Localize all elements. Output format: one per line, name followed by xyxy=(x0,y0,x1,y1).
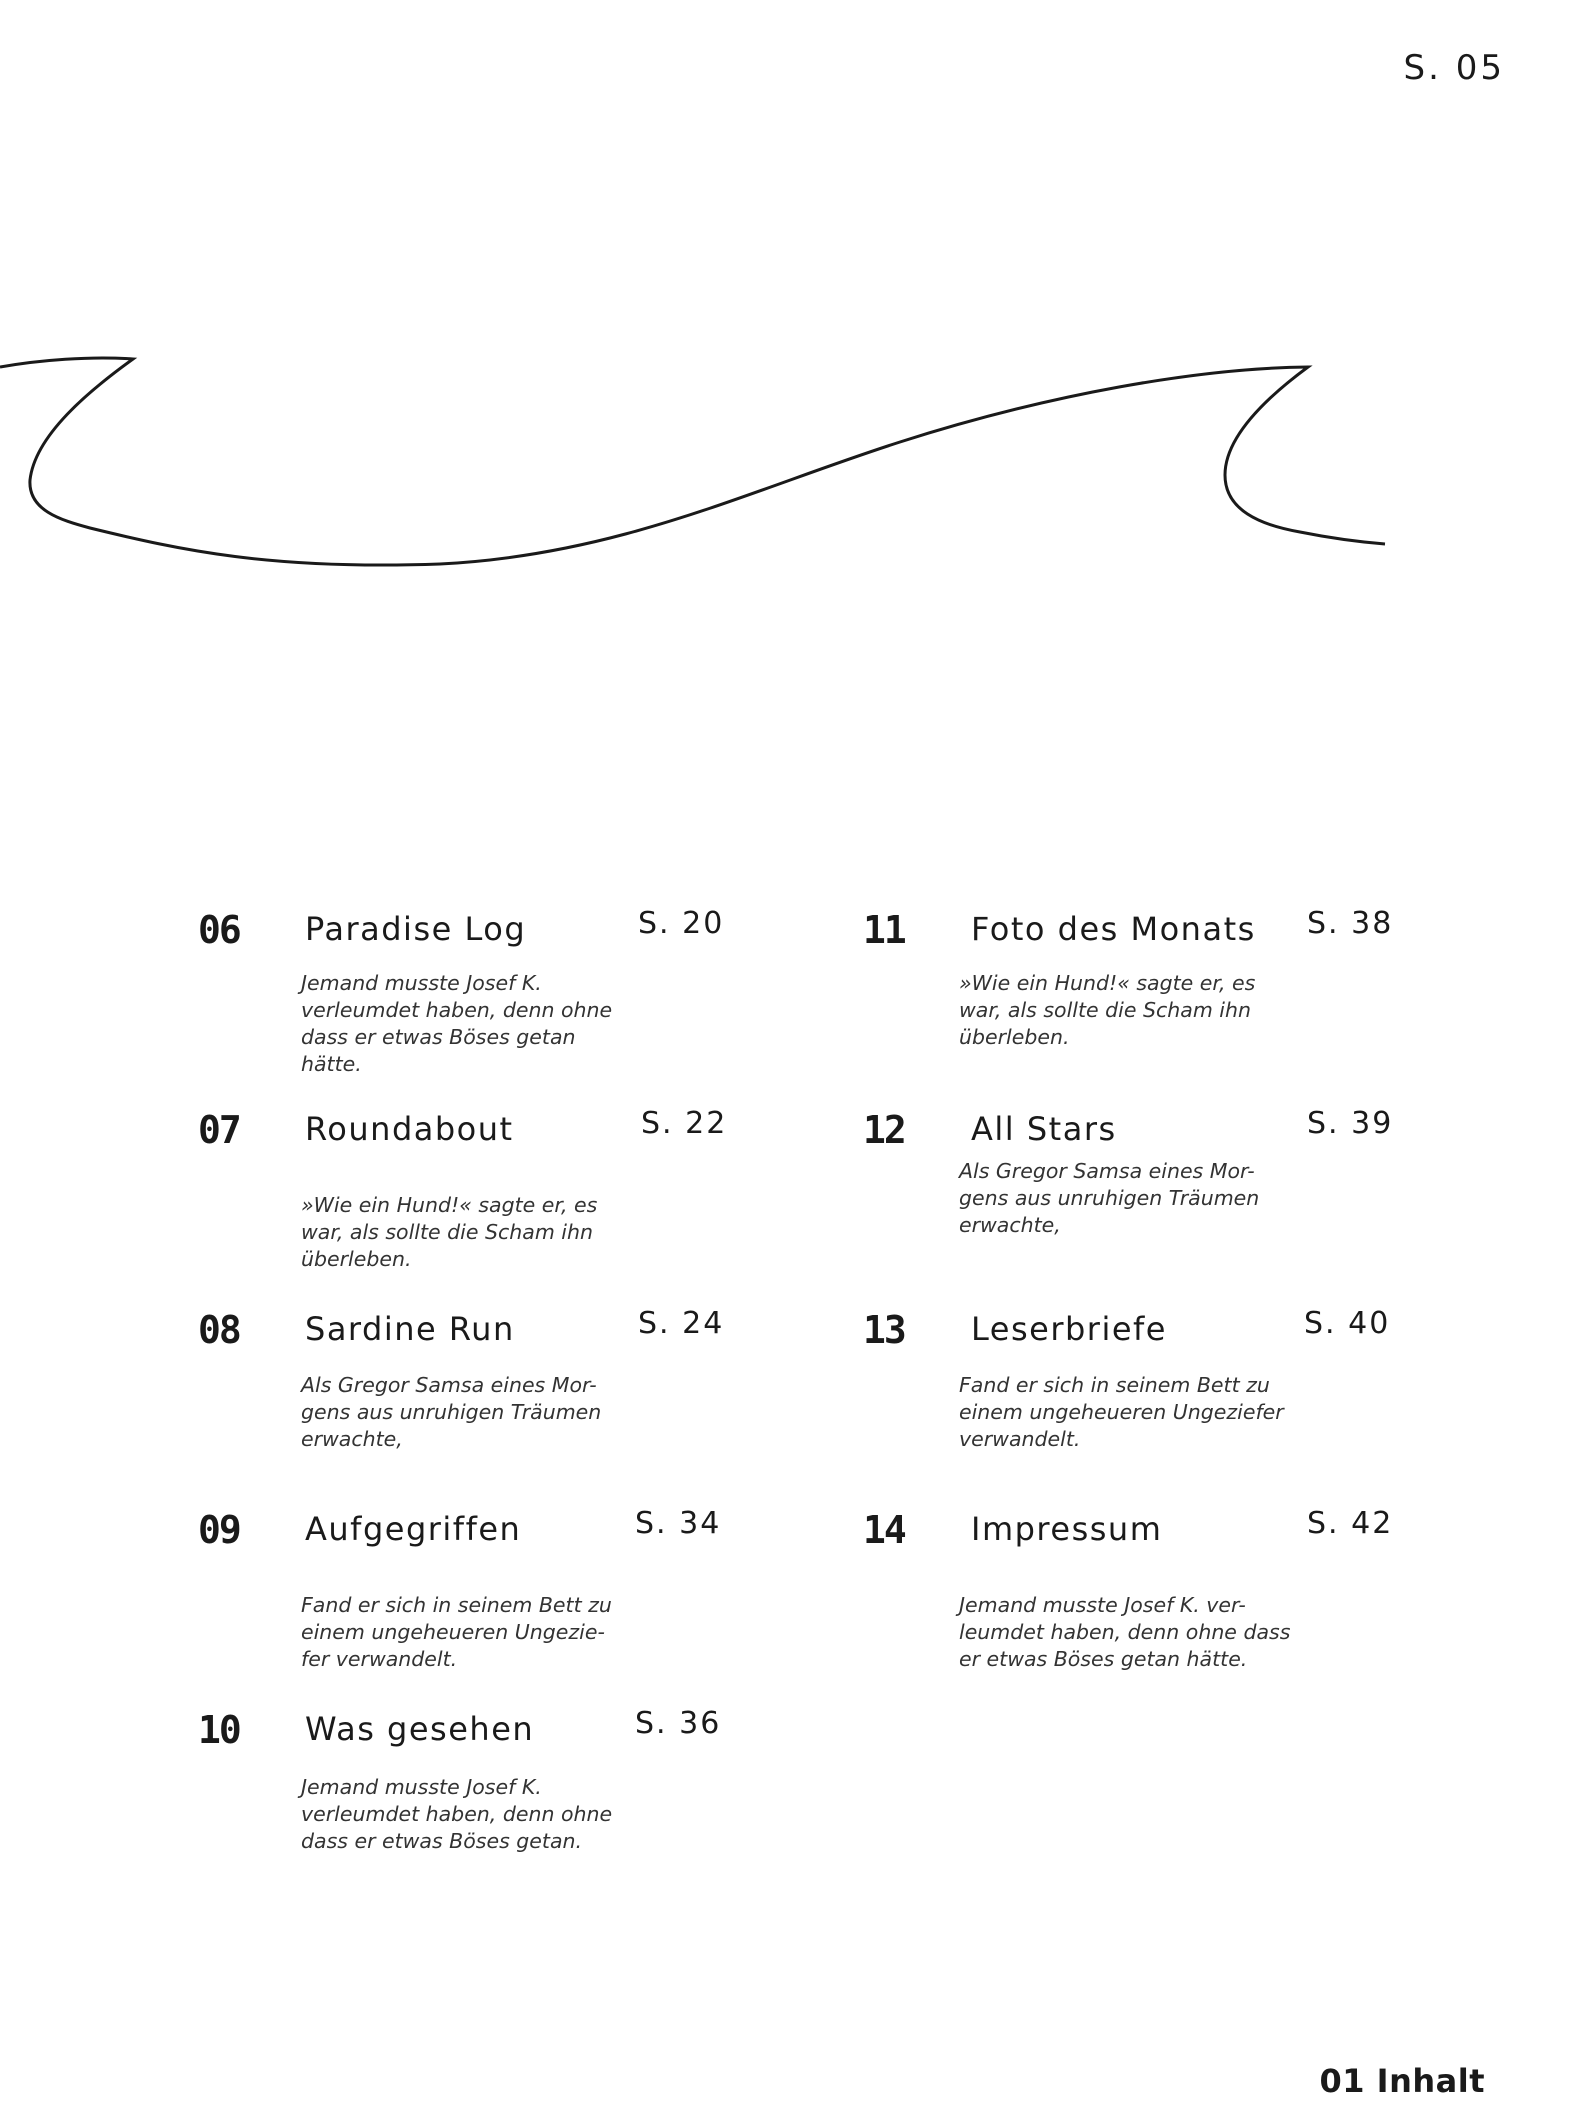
section-label: 01 Inhalt xyxy=(1319,2062,1485,2100)
entry-title: Leserbriefe xyxy=(971,1310,1167,1348)
toc-entry-09[interactable] xyxy=(198,1502,748,1692)
entry-number: 06 xyxy=(198,908,240,952)
entry-teaser: Jemand musste Josef K. verleumdet haben, denn ohne dass er etwas Böses getan. xyxy=(301,1775,613,1853)
toc-entry-12[interactable] xyxy=(863,1102,1413,1292)
entry-page: S. 39 xyxy=(1307,1106,1394,1141)
entry-teaser: »Wie ein Hund!« sagte er, es war, als sollte die Scham ihn überleben. xyxy=(959,971,1256,1049)
toc-entry-13[interactable] xyxy=(863,1302,1413,1492)
entry-title: Roundabout xyxy=(305,1110,514,1148)
toc-entry-14[interactable] xyxy=(863,1502,1413,1692)
toc-entry-08[interactable] xyxy=(198,1302,748,1492)
entry-title: Was gesehen xyxy=(305,1710,535,1748)
entry-teaser: Jemand musste Josef K. verleumdet haben, denn ohne dass er etwas Böses getan hätte. xyxy=(301,971,613,1076)
entry-teaser: Fand er sich in seinem Bett zu einem ungeheueren Ungezie- fer verwandelt. xyxy=(301,1593,612,1671)
entry-teaser: Jemand musste Josef K. ver- leumdet haben, denn ohne dass er etwas Böses getan hätte. xyxy=(959,1593,1291,1671)
entry-page: S. 34 xyxy=(635,1506,722,1541)
entry-page: S. 36 xyxy=(635,1706,722,1741)
entry-teaser: Als Gregor Samsa eines Mor- gens aus unruhigen Träumen erwachte, xyxy=(301,1373,602,1451)
entry-number: 08 xyxy=(198,1308,240,1352)
entry-number: 13 xyxy=(863,1308,905,1352)
entry-page: S. 42 xyxy=(1307,1506,1394,1541)
toc-entry-10[interactable] xyxy=(198,1702,748,1892)
entry-page: S. 40 xyxy=(1304,1306,1391,1341)
entry-number: 11 xyxy=(863,908,905,952)
entry-page: S. 38 xyxy=(1307,906,1394,941)
toc-entry-07[interactable] xyxy=(198,1102,748,1292)
entry-title: All Stars xyxy=(971,1110,1117,1148)
entry-number: 09 xyxy=(198,1508,240,1552)
wave-graphic xyxy=(0,350,1400,600)
entry-teaser: Als Gregor Samsa eines Mor- gens aus unruhigen Träumen erwachte, xyxy=(959,1159,1260,1237)
entry-teaser: »Wie ein Hund!« sagte er, es war, als sollte die Scham ihn überleben. xyxy=(301,1193,598,1271)
entry-title: Impressum xyxy=(971,1510,1163,1548)
entry-number: 12 xyxy=(863,1108,905,1152)
entry-number: 07 xyxy=(198,1108,240,1152)
page-number: S. 05 xyxy=(1403,48,1505,88)
entry-title: Sardine Run xyxy=(305,1310,515,1348)
entry-teaser: Fand er sich in seinem Bett zu einem ungeheueren Ungeziefer verwandelt. xyxy=(959,1373,1284,1451)
entry-page: S. 20 xyxy=(638,906,725,941)
toc-entry-06[interactable] xyxy=(198,902,748,1092)
entry-title: Foto des Monats xyxy=(971,910,1256,948)
entry-number: 10 xyxy=(198,1708,240,1752)
entry-title: Aufgegriffen xyxy=(305,1510,522,1548)
toc-entry-11[interactable] xyxy=(863,902,1413,1092)
entry-page: S. 24 xyxy=(638,1306,725,1341)
entry-title: Paradise Log xyxy=(305,910,527,948)
entry-page: S. 22 xyxy=(641,1106,728,1141)
entry-number: 14 xyxy=(863,1508,905,1552)
